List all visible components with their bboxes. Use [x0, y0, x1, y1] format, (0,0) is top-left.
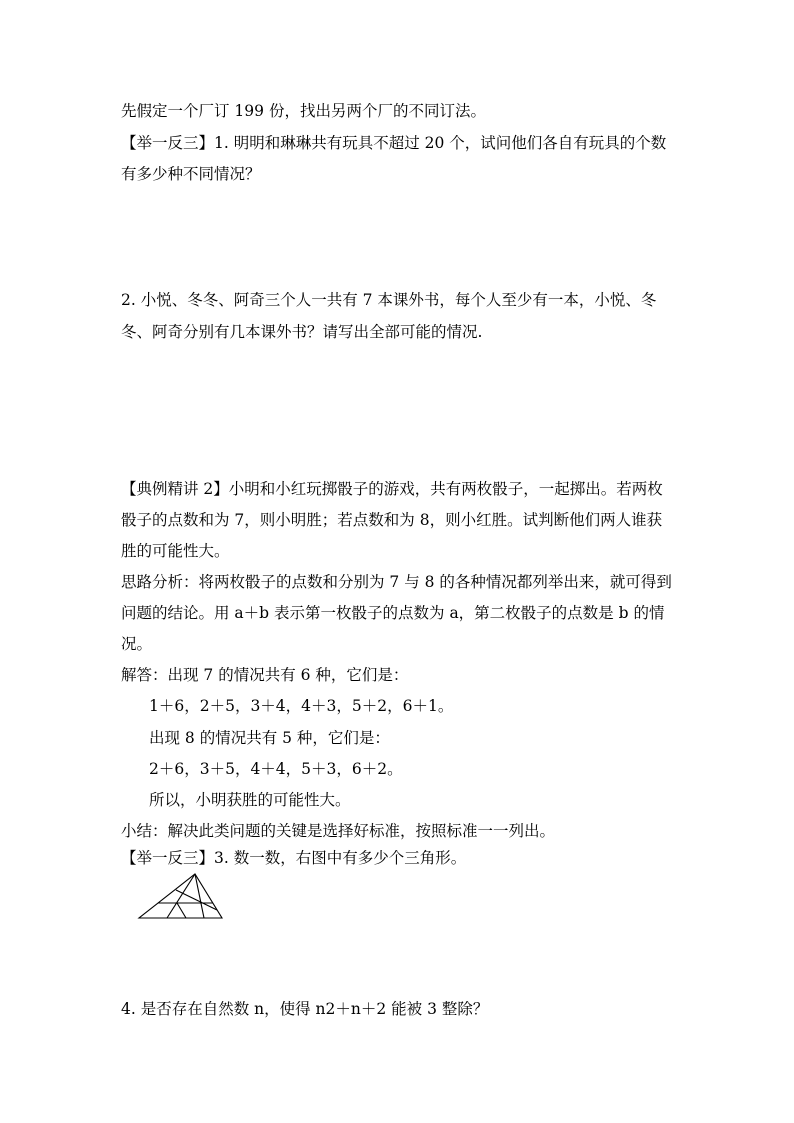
text-line-sum-8-cases: 2＋6，3＋5，4＋4，5＋3，6＋2。 [149, 760, 403, 778]
text-line-practice-3: 【举一反三】3. 数一数，右图中有多少个三角形。 [121, 849, 467, 867]
text-line-sum-7-cases: 1＋6，2＋5，3＋4，4＋3，5＋2，6＋1。 [149, 697, 454, 715]
text-line-conclusion: 所以，小明获胜的可能性大。 [149, 791, 351, 809]
text-line-practice-1: 【举一反三】1. 明明和琳琳共有玩具不超过 20 个，试问他们各自有玩具的个数 [121, 134, 667, 152]
triangle-figure-lines [139, 874, 222, 918]
text-line-example-2-cont: 骰子的点数和为 7，则小明胜；若点数和为 8，则小红胜。试判断他们两人谁获 [121, 511, 663, 529]
inner-line-5 [177, 903, 186, 918]
text-line-summary: 小结：解决此类问题的关键是选择好标准，按照标准一一列出。 [121, 822, 556, 840]
text-line-answer: 解答：出现 7 的情况共有 6 种，它们是： [121, 666, 409, 684]
text-line-assumption: 先假定一个厂订 199 份，找出另两个厂的不同订法。 [121, 102, 486, 120]
triangle-figure-svg [136, 870, 226, 922]
triangle-figure-icon [136, 870, 226, 926]
text-line-example-2-end: 胜的可能性大。 [121, 542, 230, 560]
inner-line-1 [167, 874, 195, 918]
text-line-example-2: 【典例精讲 2】小明和小红玩掷骰子的游戏，共有两枚骰子，一起掷出。若两枚 [121, 480, 663, 498]
text-line-analysis: 思路分析：将两枚骰子的点数和分别为 7 与 8 的各种情况都列举出来，就可得到 [121, 573, 672, 591]
text-line-analysis-end: 况。 [121, 635, 153, 653]
text-line-question-2-cont: 冬、阿奇分别有几本课外书？请写出全部可能的情况. [121, 323, 483, 341]
text-line-analysis-cont: 问题的结论。用 a＋b 表示第一枚骰子的点数为 a，第二枚骰子的点数是 b 的情 [121, 604, 665, 622]
text-line-sum-8-intro: 出现 8 的情况共有 5 种，它们是： [149, 729, 390, 747]
text-line-question-2: 2. 小悦、冬冬、阿奇三个人一共有 7 本课外书，每个人至少有一本，小悦、冬 [121, 291, 657, 309]
text-line-question-4: 4. 是否存在自然数 n，使得 n2＋n＋2 能被 3 整除？ [121, 1000, 489, 1018]
text-line-practice-1-cont: 有多少种不同情况？ [121, 165, 261, 183]
